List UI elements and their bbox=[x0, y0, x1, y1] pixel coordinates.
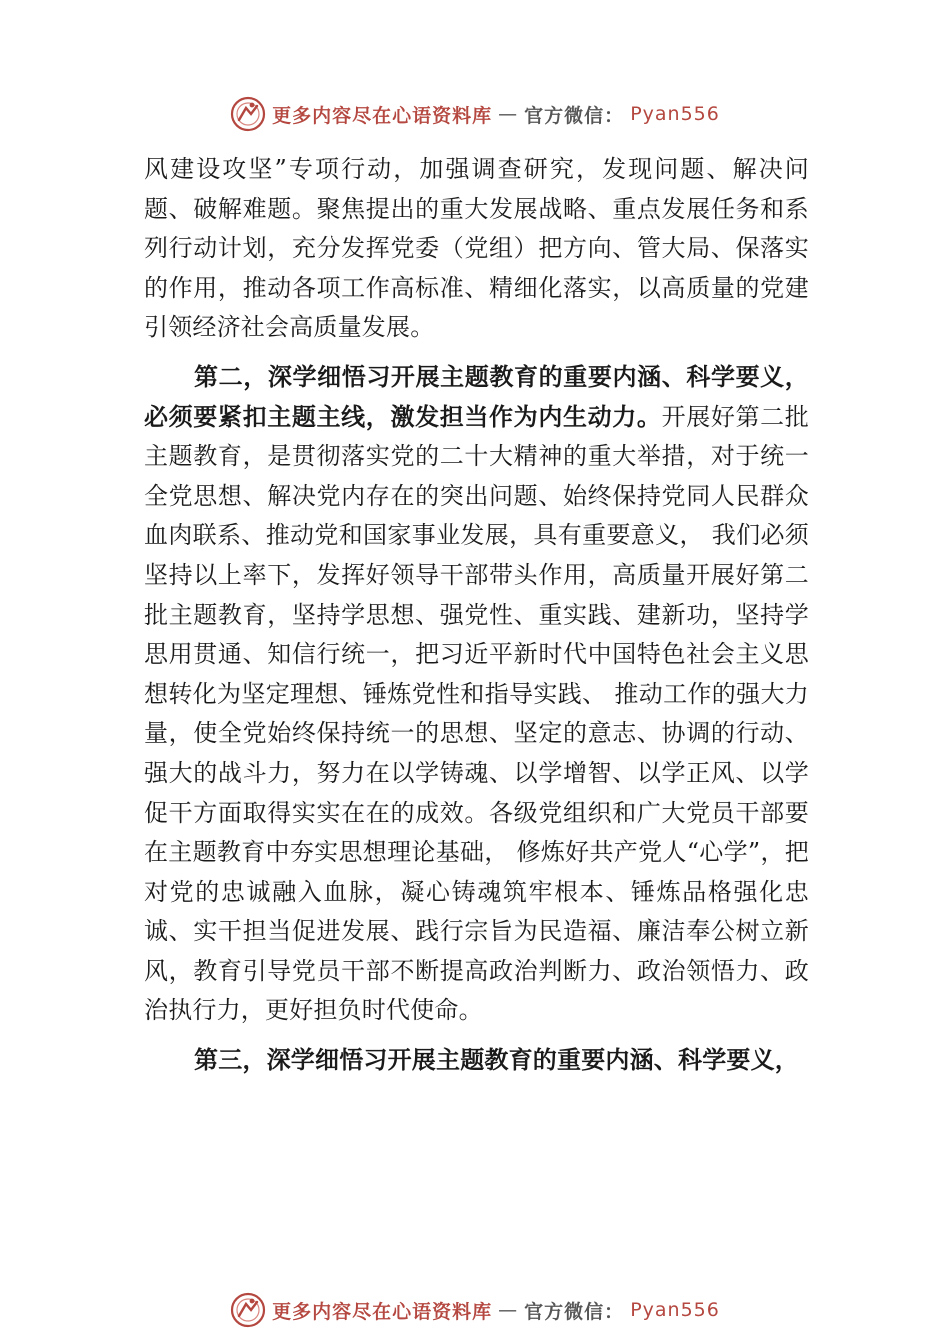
watermark-separator: — bbox=[498, 103, 519, 125]
watermark-account: Pyan556 bbox=[630, 1299, 720, 1321]
paragraph-2 bbox=[144, 358, 809, 1031]
watermark-text: 更多内容尽在心语资料库 bbox=[272, 104, 493, 127]
watermark-separator: — bbox=[498, 1299, 519, 1321]
header-watermark bbox=[0, 94, 950, 134]
paragraph-2-text: 开展好第二批主题教育，是贯彻落实党的二十大精神的重大举措，对于统一全党思想、解决党内存在的突出问题、始终保持党同人民群众血肉联系、推动党和国家事业发展，具有重要意义， 我们必须坚持以上率下，发挥好领导干部带头作用，高质量开展好第二批主题教育，坚持学思想、强党性、重实践、建新功，坚持学思用贯通、知信行统一，把习近平新时代中国特色社会主义思想转化为坚定理想、锤炼党性和指导实践、 推动工作的强大力量，使全党始终保持统一的思想、坚定的意志、协调的行动、强大的战斗力，努力在以学铸魂、以学增智、以学正风、以学促干方面取得实实在在的成效。各级党组织和广大党员干部要在主题教育中夯实思想理论基础， 修炼好共产党人“心学”，把对党的忠诚融入血脉，凝心铸魂筑牢根本、锤炼品格强化忠诚、实干担当促进发展、践行宗旨为民造福、廉洁奉公树立新风，教育引导党员干部不断提高政治判断力、政治领悟力、政治执行力，更好担负时代使命。 bbox=[144, 402, 809, 1025]
paragraph-1 bbox=[144, 150, 809, 348]
watermark-account: Pyan556 bbox=[630, 103, 720, 125]
document-body bbox=[144, 150, 809, 1081]
footer-watermark bbox=[0, 1290, 950, 1330]
watermark-text: 更多内容尽在心语资料库 bbox=[272, 1300, 493, 1323]
cyclist-logo-icon bbox=[230, 96, 266, 132]
watermark-label: 官方微信： bbox=[524, 1300, 625, 1323]
paragraph-2-heading: 第二，深学细悟习开展主题教育的重要内涵、科学要义，必须要紧扣主题主线，激发担当作为内生动力。 bbox=[144, 362, 809, 431]
cyclist-logo-icon bbox=[230, 1292, 266, 1328]
paragraph-1-text: 风建设攻坚”专项行动，加强调查研究，发现问题、解决问题、破解难题。聚焦提出的重大发展战略、重点发展任务和系列行动计划，充分发挥党委（党组）把方向、管大局、保落实的作用，推动各项工作高标准、精细化落实，以高质量的党建引领经济社会高质量发展。 bbox=[144, 155, 809, 342]
watermark-label: 官方微信： bbox=[524, 104, 625, 127]
paragraph-3 bbox=[144, 1041, 809, 1081]
paragraph-3-heading: 第三，深学细悟习开展主题教育的重要内涵、科学要义， bbox=[194, 1046, 799, 1075]
